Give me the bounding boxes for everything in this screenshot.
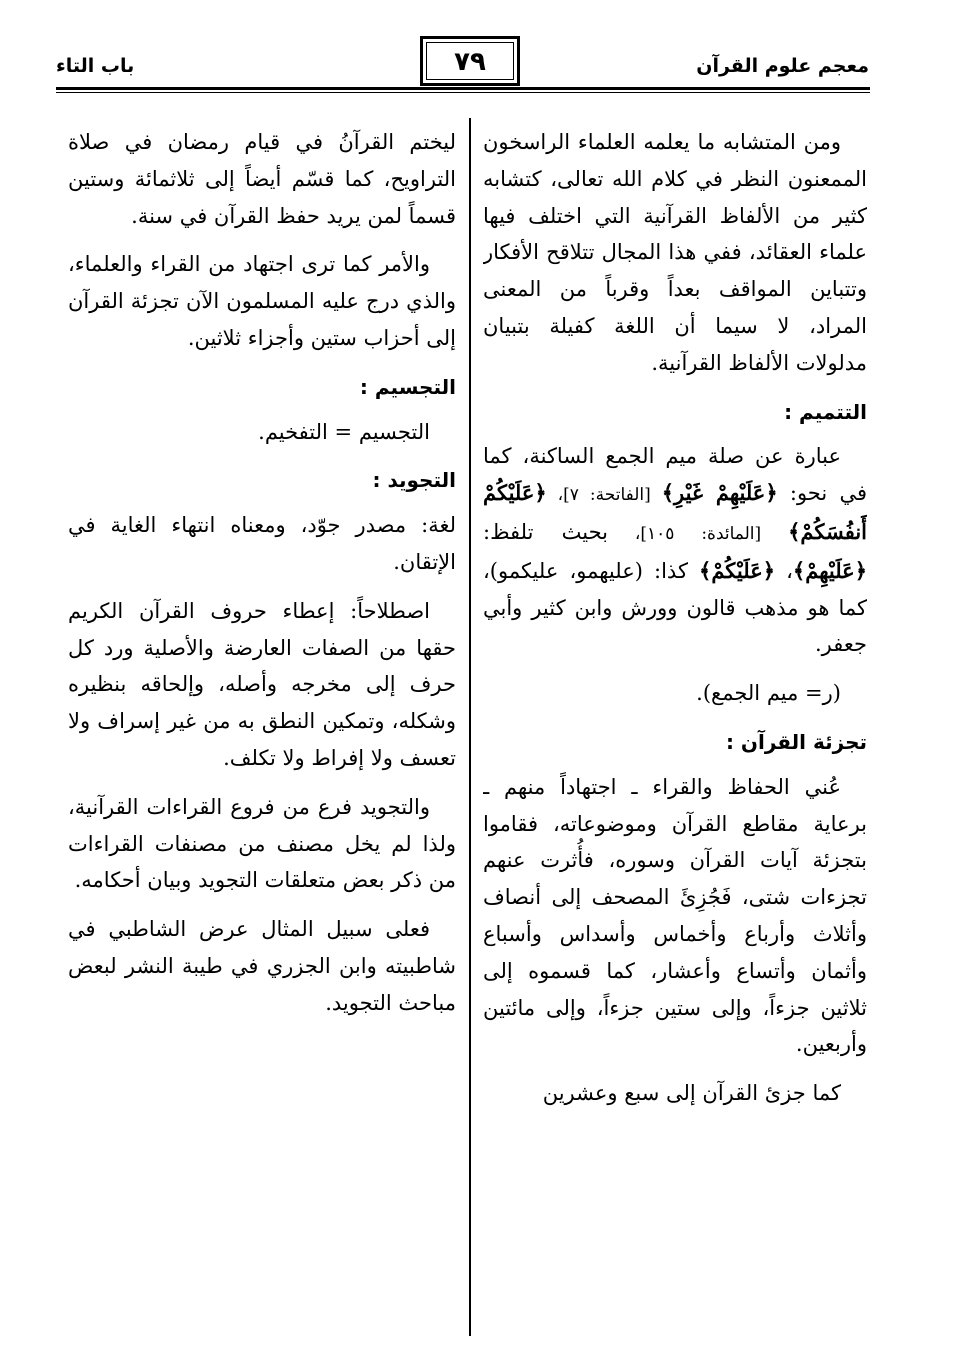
paragraph-tatmim (483, 438, 867, 663)
quran-verse-4: ﴿عَلَيْكُمْ﴾ (699, 557, 776, 583)
paragraph-mutashabih: ومن المتشابه ما يعلمه العلماء الراسخون الممعنون النظر في كلام الله تعالى، كتشابه كثير من الألفاظ القرآنية التي اختلف فيها علماء العقائد، ففي هذا المجال تتلاقح الأفكار وتتباين المواقف بعداً وقرباً من المعنى المراد، لا سيما أن اللغة كفيلة بتبيان مدلولات الألفاظ القرآنية. (483, 130, 867, 375)
paragraph-tajzia-continued: كما جزئ القرآن إلى سبع وعشرين (542, 1081, 841, 1106)
paragraph-tajsim: التجسيم = التفخيم. (258, 419, 430, 444)
paragraph-tajwid-example: فعلى سبيل المثال عرض الشاطبي في شاطبيته وابن الجزري في طيبة النشر لبعض مباحث التجويد. (68, 917, 456, 1015)
right-column (483, 124, 867, 1354)
tatmim-text-b: بحيث تلفظ: (483, 519, 608, 544)
column-divider (469, 118, 471, 1336)
entry-title-tajsim: التجسيم : (359, 374, 456, 399)
paragraph-tajwid-lugha: لغة: مصدر جوّد، ومعناه انتهاء الغاية في الإتقان. (68, 513, 456, 574)
verse-reference-1: [الفاتحة: ٧]، (546, 485, 662, 506)
paragraph-tajwid-branch: والتجويد فرع من فروع القراءات القرآنية، ولذا لم يخل مصنف من مصنفات القراءات من ذكر بعض متعلقات التجويد وبيان أحكامه. (68, 794, 456, 893)
paragraph-tajzia: عُني الحفاظ والقراء ـ اجتهاداً منهم ـ برعاية مقاطع القرآن وموضوعاته، فقاموا بتجزئة آيات القرآن وسوره، فأُثرت عنهم تجزءات شتى، فَجُزِئَ المصحف إلى أنصاف وأثلاث وأرباع وأخماس وأسداس وأسباع وأثمان وأتساع وأعشار، كما قسموه إلى ثلاثين جزءاً، وإلى ستين جزءاً، وإلى مائتين وأربعين. (483, 774, 867, 1057)
quran-verse-2: ﴿عَلَيْكُمْ أَنفُسَكُمْ﴾ (483, 480, 867, 544)
quran-verse-3: ﴿عَلَيْهِمْ﴾ (792, 557, 867, 583)
entry-title-tajwid: التجويد : (372, 468, 456, 493)
cross-reference-note: (ر= ميم الجمع). (696, 681, 841, 706)
entry-title-tatmim: التتميم : (784, 399, 867, 424)
verse-reference-2: [المائدة: ١٠٥]، (607, 523, 789, 544)
verse-separator: ، (775, 558, 793, 583)
chapter-title: باب التاء (56, 55, 135, 77)
header-rule-thin (56, 92, 870, 93)
paragraph-ijtihad: والأمر كما ترى اجتهاد من القراء والعلماء، والذي درج عليه المسلمون الآن تجزئة القرآن إلى أحزاب ستين وأجزاء ثلاثين. (68, 252, 456, 350)
paragraph-tajzia-end: ليختم القرآنُ في قيام رمضان في صلاة التراويح، كما قسّم أيضاً إلى ثلاثمائة وستين قسماً لمن يريد حفظ القرآن في سنة. (68, 130, 456, 228)
header-rule (56, 87, 870, 90)
book-title: معجم علوم القرآن (696, 55, 869, 77)
tatmim-text-a: عبارة عن صلة ميم الجمع الساكنة، كما في نحو: (483, 444, 867, 506)
page-number: ٧٩ (454, 47, 486, 77)
tatmim-text-c: كذا: (عليهمو، عليكمو)، كما هو مذهب قالون وورش وابن كثير وأبي جعفر. (483, 558, 867, 657)
left-column (68, 124, 456, 1354)
page-number-frame (420, 36, 520, 86)
entry-title-tajzia: تجزئة القرآن : (725, 729, 867, 754)
paragraph-tajwid-istilah: اصطلاحاً: إعطاء حروف القرآن الكريم حقها من الصفات العارضة والأصلية ورد كل حرف إلى مخرجه وأصله، وإلحاقه بنظيره وشكله، وتمكين النطق به من غير إسراف ولا تعسف ولا إفراط ولا تكلف. (68, 598, 456, 770)
quran-verse-1: ﴿عَلَيْهِمْ غَيْرِ﴾ (661, 480, 778, 506)
